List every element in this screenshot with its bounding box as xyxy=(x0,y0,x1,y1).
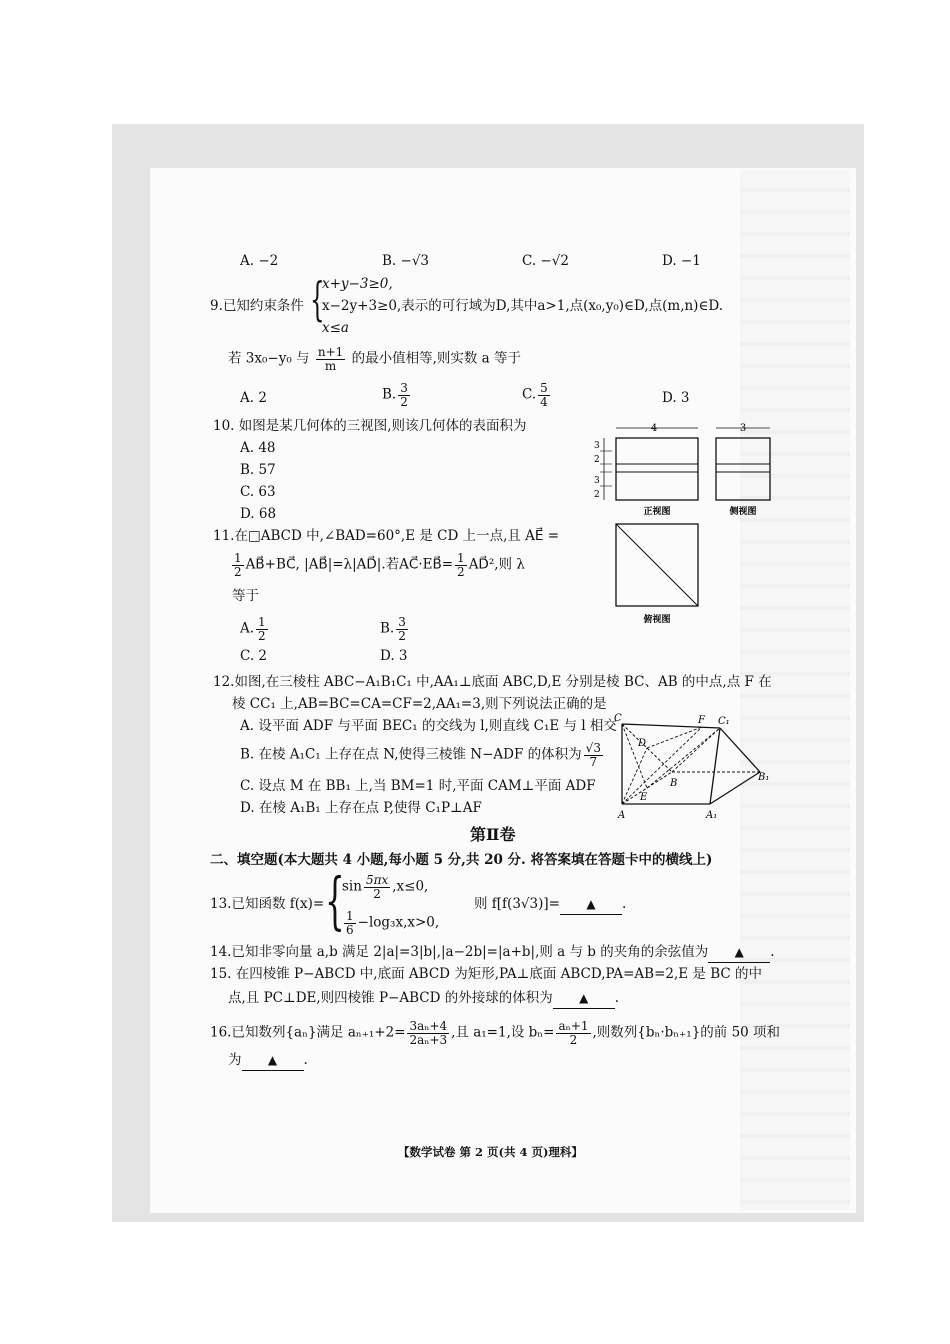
segment-DF xyxy=(647,727,702,748)
q10-option-b: B. 57 xyxy=(240,462,276,478)
q12-option-d: D. 在棱 A₁B₁ 上存在点 P,使得 C₁P⊥AF xyxy=(240,800,482,816)
q11-option-c: C. 2 xyxy=(240,648,268,664)
q13-brace: { xyxy=(325,864,345,937)
label-B: B xyxy=(670,778,678,789)
q10-stem: 10. 如图是某几何体的三视图,则该几何体的表面积为 xyxy=(213,418,527,434)
part-ii-title: 第Ⅱ卷 xyxy=(470,825,516,844)
q16-line2: 为 ▲ . xyxy=(228,1052,308,1071)
label-B1: B₁ xyxy=(758,772,770,783)
q15-line1: 15. 在四棱锥 P−ABCD 中,底面 ABCD 为矩形,PA⊥底面 ABCD,PA=AB=2,E 是 BC 的中 xyxy=(210,966,763,982)
q9-line2-a: 若 3x₀−y₀ 与 xyxy=(228,350,310,367)
prism-figure xyxy=(610,710,770,822)
q10-option-a: A. 48 xyxy=(240,440,276,456)
edge-CC1 xyxy=(622,724,720,728)
q8-option-d: D. −1 xyxy=(662,253,701,269)
q11-option-a: A. $\frac{1}{2}$ xyxy=(240,615,266,643)
page-footer: 【数学试卷 第 2 页(共 4 页)理科】 xyxy=(398,1145,583,1159)
q12-option-b: B. 在棱 A₁C₁ 上存在点 N,使得三棱锥 N−ADF 的体积为 $\frac{√3}{7}$ xyxy=(240,741,601,769)
edge-A1B1 xyxy=(710,772,760,804)
q9-constraint-1: x+y−3≥0, xyxy=(322,276,393,292)
q16-line1: 16.已知数列{aₙ}满足 aₙ₊₁+2= $\frac{\text{3aₙ+4}}{\text{2aₙ+3}}$ ,且 a₁=1,设 bₙ= $\frac{\text{aₙ+1}}{2}$ ,则数列{bₙ·bₙ₊₁}的前 50 项和 xyxy=(210,1019,781,1047)
three-views-figure xyxy=(590,418,790,640)
label-A1: A₁ xyxy=(706,810,718,821)
dim-label-4: 2 xyxy=(594,490,600,500)
q9-line2 xyxy=(228,346,521,372)
dim-label-2: 2 xyxy=(594,455,600,465)
segment-AF xyxy=(622,727,702,804)
q11-line2: $\frac{1}{2}$ AB⃗+BC⃗, |AB⃗|=λ|AD⃗|.若AC⃗·EB⃗= $\frac{1}{2}$ AD⃗²,则 λ xyxy=(234,551,525,579)
q14-text: 14.已知非零向量 a,b 满足 2|a|=3|b|,|a−2b|=|a+b|,则 a 与 b 的夹角的余弦值为 ▲ . xyxy=(210,944,775,963)
q13-prefix: 13.已知函数 f(x)= xyxy=(210,896,325,912)
front-view-label: 正视图 xyxy=(643,507,671,517)
q11-option-b: B. $\frac{3}{2}$ xyxy=(380,615,406,643)
edge-C1B1 xyxy=(720,728,760,772)
front-view-rect xyxy=(616,438,698,500)
q8-option-b: B. −√3 xyxy=(382,253,430,269)
q12-line1: 12.如图,在三棱柱 ABC−A₁B₁C₁ 中,AA₁⊥底面 ABC,D,E 分别是棱 BC、AB 的中点,点 F 在 xyxy=(213,674,772,690)
label-E: E xyxy=(640,792,648,803)
side-view-label: 侧视图 xyxy=(729,507,757,517)
dim-label-3: 3 xyxy=(594,476,600,486)
q12-option-c: C. 设点 M 在 BB₁ 上,当 BM=1 时,平面 CAM⊥平面 ADF xyxy=(240,778,596,794)
top-view-label: 俯视图 xyxy=(643,615,671,625)
side-view-rect xyxy=(716,438,770,500)
q12-option-a: A. 设平面 ADF 与平面 BEC₁ 的交线为 l,则直线 C₁E 与 l 相交 xyxy=(240,718,617,734)
q9-constraint-3: x≤a xyxy=(322,320,349,336)
side-width-label: 3 xyxy=(739,423,747,434)
q11-line1: 11.在□ABCD 中,∠BAD=60°,E 是 CD 上一点,且 AE⃗ = xyxy=(213,528,560,544)
q9-fraction: $\frac{n+1}{m}$ xyxy=(317,345,344,373)
label-D: D xyxy=(638,738,647,749)
q13-piece-1: sin $\frac{5\pi x}{2}$ ,x≤0, xyxy=(342,873,429,901)
label-F: F xyxy=(698,715,705,726)
q10-option-c: C. 63 xyxy=(240,484,276,500)
q11-option-d: D. 3 xyxy=(380,648,408,664)
q15-line2: 点,且 PC⊥DE,则四棱锥 P−ABCD 的外接球的体积为 ▲ . xyxy=(228,990,619,1009)
q13-tail: 则 f[f(3√3)]= ▲ . xyxy=(474,896,626,915)
q10-option-d: D. 68 xyxy=(240,506,277,522)
q9-option-a: A. 2 xyxy=(240,390,267,406)
q9-constraint-2: x−2y+3≥0,表示的可行域为D,其中a>1,点(x₀,y₀)∈D,点(m,n)∈D. xyxy=(322,298,724,314)
q13-piece-2: $\frac{1}{6}$ −log₃x,x>0, xyxy=(346,909,440,937)
q9-option-b: B. $\frac{3}{2}$ xyxy=(382,381,408,409)
segment-BC1 xyxy=(672,728,720,772)
q9-option-d: D. 3 xyxy=(662,390,690,406)
front-width-label: 4 xyxy=(650,423,658,434)
q8-option-c: C. −√2 xyxy=(522,253,569,269)
label-C1: C₁ xyxy=(718,716,730,727)
q9-line2-b: 的最小值相等,则实数 a 等于 xyxy=(351,350,522,367)
top-view-diagonal xyxy=(616,524,698,606)
label-A: A xyxy=(618,810,626,821)
q9-option-c: C. $\frac{5}{4}$ xyxy=(522,381,548,409)
label-C: C xyxy=(614,713,622,724)
q12-line2: 棱 CC₁ 上,AB=BC=CA=CF=2,AA₁=3,则下列说法正确的是 xyxy=(232,696,607,712)
segment-EC1 xyxy=(647,728,720,788)
edge-C1A1 xyxy=(710,728,720,804)
fill-in-section-heading: 二、填空题(本大题共 4 小题,每小题 5 分,共 20 分. 将答案填在答题卡中的横线上) xyxy=(210,852,713,868)
dim-label-1: 3 xyxy=(594,441,600,451)
q9-prefix: 9.已知约束条件 xyxy=(210,298,304,314)
q9-brace: { xyxy=(310,272,325,326)
q8-option-a: A. −2 xyxy=(240,253,279,269)
q11-line3: 等于 xyxy=(232,588,259,604)
